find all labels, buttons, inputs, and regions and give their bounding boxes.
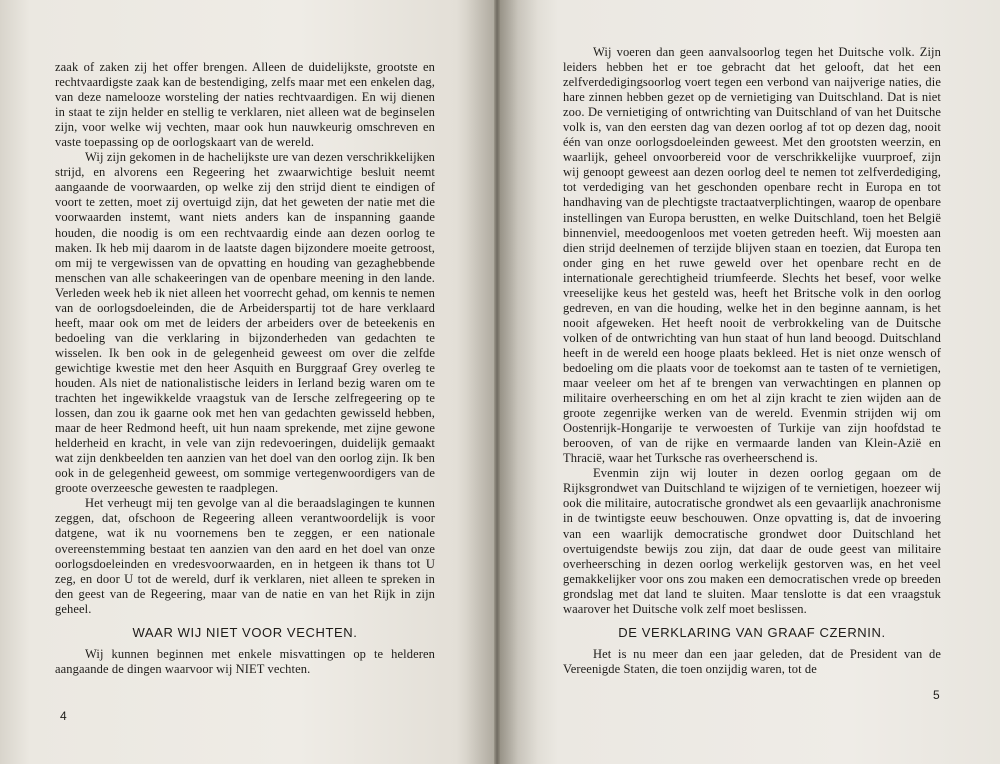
paragraph: Het verheugt mij ten gevolge van al die beraadslagingen te kunnen zeggen, dat, ofschoon de Regeering alleen verantwoordelijk is voor datgene, wat ik nu voornemens ben te zeggen, er een nationale overeenstemming bestaat ten aanzien van den aard en het doel van onze oorlogsdoeleinden en vredesvoorwaarden, en in hetgeen ik thans tot U zeg, en door U tot de wereld, durf ik verklaren, niet alleen te spreken in den geest van de Regeering, maar van de natie en van het Rijk in zijn geheel. <box>55 496 435 616</box>
page-number: 4 <box>60 709 67 723</box>
fold-shadow <box>466 0 496 764</box>
paragraph: Wij kunnen beginnen met enkele misvattingen op te helderen aangaande de dingen waarvoor wij NIET vechten. <box>55 646 435 676</box>
fold-shadow <box>498 0 538 764</box>
left-page-text <box>55 60 435 677</box>
paragraph: Wij voeren dan geen aanvalsoorlog tegen het Duitsche volk. Zijn leiders hebben het er toe gebracht dat het gelooft, dat het een zelfverdedigingsoorlog voert tegen een verbond van naijverige naties, die hare zinnen hebben gezet op de vernietiging van Duitschland. Dat is niet zoo. De vernietiging of ontwrichting van Duitschland of van het Duitsche volk is, van den eersten dag van dezen oorlog af tot op dezen dag, nooit één van onze oorlogsdoeleinden geweest. Met den grootsten weerzin, en waarlijk, geheel onvoorbereid voor de verschrikkelijke vuurproef, zijn wij genoopt geweest aan dezen oorlog deel te nemen tot zelfverdediging, tot verdediging van het geschonden openbare recht in Europa en tot handhaving van de plechtigste tractaatverplichtingen, waarop de openbare instellingen van Europa berustten, en welke Duitschland, toen het België binnenviel, meedoogenloos met voeten getreden heeft. Wij moesten aan dien strijd deelnemen of terzijde blijven staan en toezien, dat Europa ten onder ging en het ruwe geweld over het openbare recht en de internationale gerechtigheid triumfeerde. Slechts het besef, voor welke vreeselijke keus het gesteld was, heeft het Britsche volk in den oorlog gedreven, en van die houding, welke het in den beginne aannam, is het nooit afgeweken. Het heeft nooit de verbrokkeling van de Duitsche volken of de ontwrichting van hun staat of hun land beoogd. Duitschland heeft in de wereld een hooge plaats bekleed. Het is niet onze wensch of bedoeling om die plaats voor de toekomst aan te tasten of te vernietigen, maar veeleer om het af te brengen van verwachtingen en plannen op militaire overheersching en om het al zijn kracht te zien wijden aan de groote zegenrijke werken van de wereld. Evenmin strijden wij om Oostenrijk-Hongarije te verwoesten of Turkije van zijn hoofdstad te berooven, of van de rijke en vermaarde landen van Klein-Azië en Thracië, waar het Turksche ras overheerschend is. <box>563 45 941 466</box>
left-page <box>0 0 496 764</box>
paragraph: Evenmin zijn wij louter in dezen oorlog gegaan om de Rijksgrondwet van Duitschland te wijzigen of te vernietigen, hoezeer wij ook die militaire, autocratische grondwet als een gevaarlijk anachronisme in de twintigste eeuw beschouwen. Onze opvatting is, dat de invoering van een waarlijk democratische grondwet door Duitschland het overtuigendste bewijs zou zijn, dat daar de oude geest van militaire overheersching in dezen oorlog werkelijk gestorven was, en het veel gemakkelijker voor ons zou maken een democratischen vrede op breeden grondslag met dat land te sluiten. Maar tenslotte is dat een vraagstuk waarover het Duitsche volk zelf moet beslissen. <box>563 466 941 616</box>
right-page-text <box>563 45 941 677</box>
page-number: 5 <box>933 688 940 702</box>
paragraph: Wij zijn gekomen in de hachelijkste ure van dezen verschrikkelijken strijd, en alvorens een Regeering het zwaarwichtige besluit neemt aangaande de voorwaarden, op welke zij den strijd dient te eindigen of voort te zetten, moet zij overtuigd zijn, dat het geweten der natie met die voorwaarden instemt, want niets anders kan de inspanning gaande houden, die noodig is om een rechtvaardig einde aan dezen oorlog te maken. Ik heb mij daarom in de laatste dagen bijzondere moeite getroost, om mij te vergewissen van de opvatting en houding van gezaghebbende menschen van alle schakeeringen van de openbare meening in den lande. Verleden week heb ik niet alleen het voorrecht gehad, om kennis te nemen van de oorlogsdoeleinden, die de Arbeiderspartij tot de hare verklaard heeft, maar ook om met de leiders der arbeiders over de beteekenis en bedoeling van die verklaring in bijzonderheden van gedachten te wisselen. Ik ben ook in de gelegenheid geweest om over die zelfde gewichtige kwestie met den heer Asquith en Burggraaf Grey overleg te houden. Als niet de nationalistische leiders in Ierland bezig waren om te trachten het ingewikkelde vraagstuk van de Iersche zelfregeering op te lossen, dan zou ik gaarne ook met hen van gedachten gewisseld hebben, maar de heer Redmond heeft, uit hun naam sprekende, met zijne gewone helderheid en kracht, in vele van zijn redevoeringen, duidelijk gemaakt wat zijn denkbeelden ten aanzien van het doel van den oorlog zijn. Ik ben ook in de gelegenheid geweest, om sommige vertegenwoordigers van de groote overzeesche gewesten te raadplegen. <box>55 150 435 496</box>
paragraph: Het is nu meer dan een jaar geleden, dat de President van de Vereenigde Staten, die toen onzijdig waren, tot de <box>563 646 941 676</box>
section-heading: WAAR WIJ NIET VOOR VECHTEN. <box>132 624 358 640</box>
paragraph: zaak of zaken zij het offer brengen. Alleen de duidelijkste, grootste en rechtvaardigste zaak kan de bestendiging, zelfs maar met een enkelen dag, van deze namelooze worsteling der naties rechtvaardigen. En wij dienen in staat te zijn helder en stellig te verklaren, niet alleen wat de beginselen zijn, voor welke wij vechten, maar ook hun nauwkeurig omschreven en vaste toepassing op de oorlogskaart van de wereld. <box>55 60 435 150</box>
book-gutter <box>494 0 500 764</box>
section-heading: DE VERKLARING VAN GRAAF CZERNIN. <box>618 624 886 640</box>
